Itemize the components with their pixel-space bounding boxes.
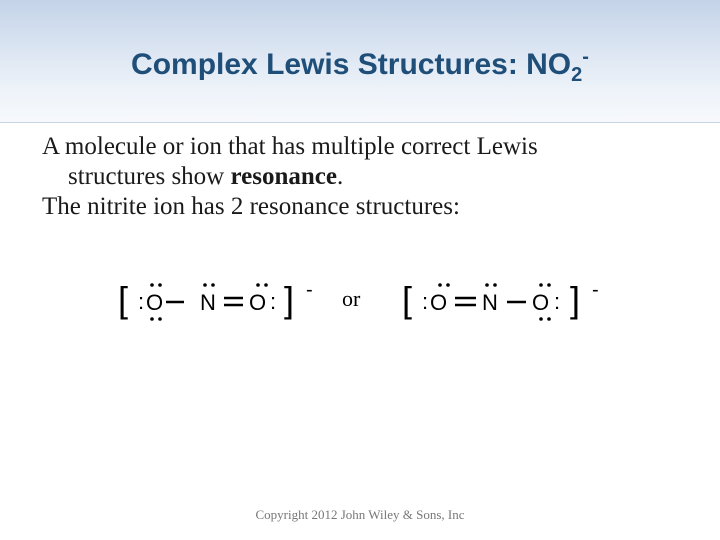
lone-pair-colon: : [138, 289, 145, 314]
ion-charge: - [306, 279, 313, 301]
or-label: or [342, 286, 361, 311]
lone-pair-colon: : [270, 289, 277, 314]
slide-body [42, 132, 682, 222]
lone-pair-dot [485, 283, 489, 287]
resonance-structure-2 [402, 279, 599, 321]
lone-pair-colon: : [554, 289, 561, 314]
lewis-diagram [110, 268, 610, 338]
nitrogen-atom: N [200, 290, 216, 315]
resonance-structure-1 [118, 279, 313, 321]
lone-pair-dot [150, 283, 154, 287]
oxygen-atom: O [146, 290, 164, 315]
lone-pair-dot [158, 283, 162, 287]
lone-pair-dot [158, 317, 162, 321]
slide-title: Complex Lewis Structures: $NO_2^-$ [131, 46, 589, 86]
lone-pair-dot [438, 283, 442, 287]
lone-pair-dot [539, 283, 543, 287]
lone-pair-dot [211, 283, 215, 287]
left-bracket: [ [118, 279, 129, 320]
oxygen-atom: O [532, 290, 550, 315]
ion-charge: - [592, 279, 599, 301]
right-bracket: ] [284, 279, 295, 320]
left-bracket: [ [402, 279, 413, 320]
oxygen-atom: O [249, 290, 267, 315]
oxygen-atom: O [430, 290, 448, 315]
lone-pair-dot [203, 283, 207, 287]
nitrogen-atom: N [482, 290, 498, 315]
lone-pair-dot [547, 283, 551, 287]
body-line-2: structures show resonance. [68, 163, 344, 190]
lone-pair-dot [264, 283, 268, 287]
lone-pair-colon: : [422, 289, 429, 314]
lone-pair-dot [539, 317, 543, 321]
lone-pair-dot [493, 283, 497, 287]
lone-pair-dot [150, 317, 154, 321]
lone-pair-dot [547, 317, 551, 321]
body-line-1: A molecule or ion that has multiple correct Lewis [42, 133, 538, 160]
lone-pair-dot [256, 283, 260, 287]
resonance-structures [110, 268, 610, 338]
lone-pair-dot [446, 283, 450, 287]
copyright-footer: Copyright 2012 John Wiley & Sons, Inc [255, 507, 465, 522]
body-line-3: The nitrite ion has 2 resonance structures: [42, 193, 460, 220]
right-bracket: ] [570, 279, 581, 320]
